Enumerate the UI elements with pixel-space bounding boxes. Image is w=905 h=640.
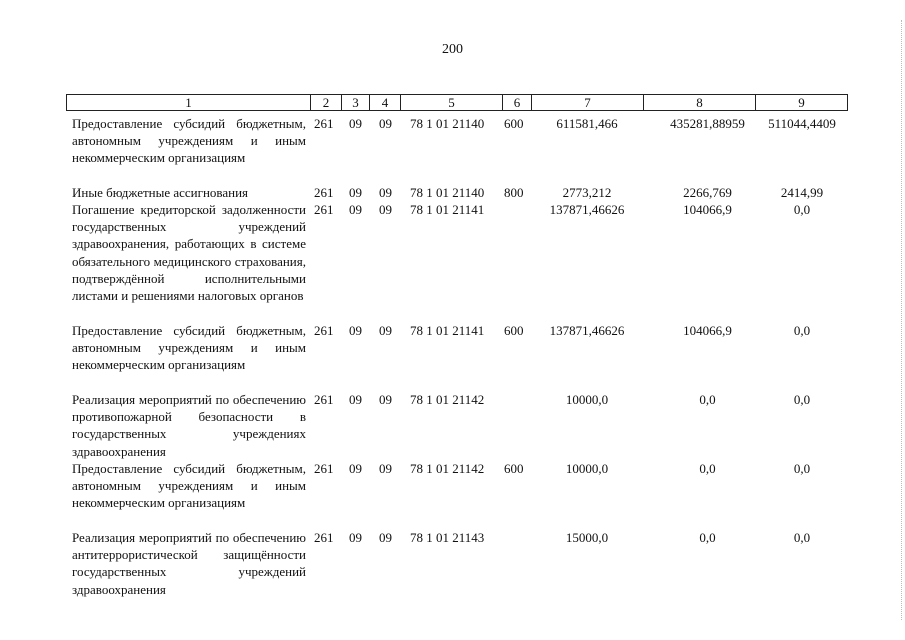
row-description: Предоставление субсидий бюджетным, автономным учреждениям и иным некоммерческим организациям	[72, 461, 306, 511]
row-col-7: 137871,46626	[549, 202, 625, 217]
row-col-4: 09	[379, 185, 392, 200]
row-col-2: 261	[314, 392, 334, 407]
row-col-3: 09	[349, 392, 362, 407]
row-col-3: 09	[349, 202, 362, 217]
row-col-4: 09	[379, 202, 392, 217]
header-cell-3: 3	[341, 94, 370, 111]
row-col-5: 78 1 01 21140	[410, 185, 485, 200]
row-col-3: 09	[349, 323, 362, 338]
row-col-9: 0,0	[793, 323, 811, 338]
header-cell-6: 6	[502, 94, 532, 111]
row-col-8: 2266,769	[683, 185, 732, 200]
row-col-3: 09	[349, 530, 362, 545]
row-col-8: 0,0	[699, 461, 716, 476]
row-col-6: 600	[504, 116, 524, 131]
row-col-3: 09	[349, 185, 362, 200]
scan-edge-line	[900, 20, 902, 620]
row-col-5: 78 1 01 21143	[410, 530, 485, 545]
header-cell-2: 2	[310, 94, 342, 111]
row-col-3: 09	[349, 461, 362, 476]
row-description: Иные бюджетные ассигнования	[72, 185, 249, 200]
table-header	[66, 94, 848, 112]
row-col-7: 15000,0	[565, 530, 609, 545]
row-col-6: 600	[504, 323, 524, 338]
header-cell-9: 9	[755, 94, 848, 111]
row-col-2: 261	[314, 461, 334, 476]
header-cell-8: 8	[643, 94, 756, 111]
row-col-7: 2773,212	[562, 185, 612, 200]
header-cell-5: 5	[400, 94, 503, 111]
header-cell-1: 1	[66, 94, 311, 111]
row-col-5: 78 1 01 21142	[410, 392, 485, 407]
row-col-2: 261	[314, 530, 334, 545]
row-description: Реализация мероприятий по обеспечению антитеррористической защищённости государственных учреждений здравоохранения	[72, 530, 306, 597]
row-col-3: 09	[349, 116, 362, 131]
row-col-9: 0,0	[793, 461, 811, 476]
row-description: Погашение кредиторской задолженности государственных учреждений здравоохранения, работающих в системе обязательного медицинского страхования, подтверждённой исполнительными листами и решениями налоговых органов	[72, 202, 306, 304]
header-cell-4: 4	[369, 94, 401, 111]
row-col-5: 78 1 01 21140	[410, 116, 485, 131]
row-col-4: 09	[379, 392, 392, 407]
row-col-9: 0,0	[793, 530, 811, 545]
header-cell-7: 7	[531, 94, 644, 111]
row-col-6: 800	[504, 185, 524, 200]
row-col-4: 09	[379, 323, 392, 338]
row-col-8: 435281,88959	[670, 116, 745, 131]
row-col-8: 0,0	[699, 392, 716, 407]
row-col-7: 137871,46626	[549, 323, 625, 338]
row-col-9: 0,0	[793, 392, 811, 407]
row-col-2: 261	[314, 323, 334, 338]
row-col-7: 611581,466	[556, 116, 618, 131]
row-col-5: 78 1 01 21141	[410, 202, 485, 217]
row-col-5: 78 1 01 21141	[410, 323, 485, 338]
row-col-8: 0,0	[699, 530, 716, 545]
row-col-7: 10000,0	[565, 392, 609, 407]
row-description: Предоставление субсидий бюджетным, автономным учреждениям и иным некоммерческим организациям	[72, 323, 306, 373]
page-number: 200	[442, 42, 463, 57]
row-col-5: 78 1 01 21142	[410, 461, 485, 476]
row-col-2: 261	[314, 202, 334, 217]
row-col-9: 511044,4409	[768, 116, 836, 131]
row-col-4: 09	[379, 116, 392, 131]
row-col-4: 09	[379, 461, 392, 476]
row-col-2: 261	[314, 116, 334, 131]
row-col-9: 2414,99	[780, 185, 824, 200]
row-description: Предоставление субсидий бюджетным, автономным учреждениям и иным некоммерческим организациям	[72, 116, 306, 166]
row-col-8: 104066,9	[683, 202, 732, 217]
row-col-4: 09	[379, 530, 392, 545]
row-col-7: 10000,0	[565, 461, 609, 476]
row-description: Реализация мероприятий по обеспечению противопожарной безопасности в государственных учреждениях здравоохранения	[72, 392, 306, 459]
row-col-6: 600	[504, 461, 524, 476]
row-col-2: 261	[314, 185, 334, 200]
row-col-9: 0,0	[793, 202, 811, 217]
row-col-8: 104066,9	[683, 323, 732, 338]
